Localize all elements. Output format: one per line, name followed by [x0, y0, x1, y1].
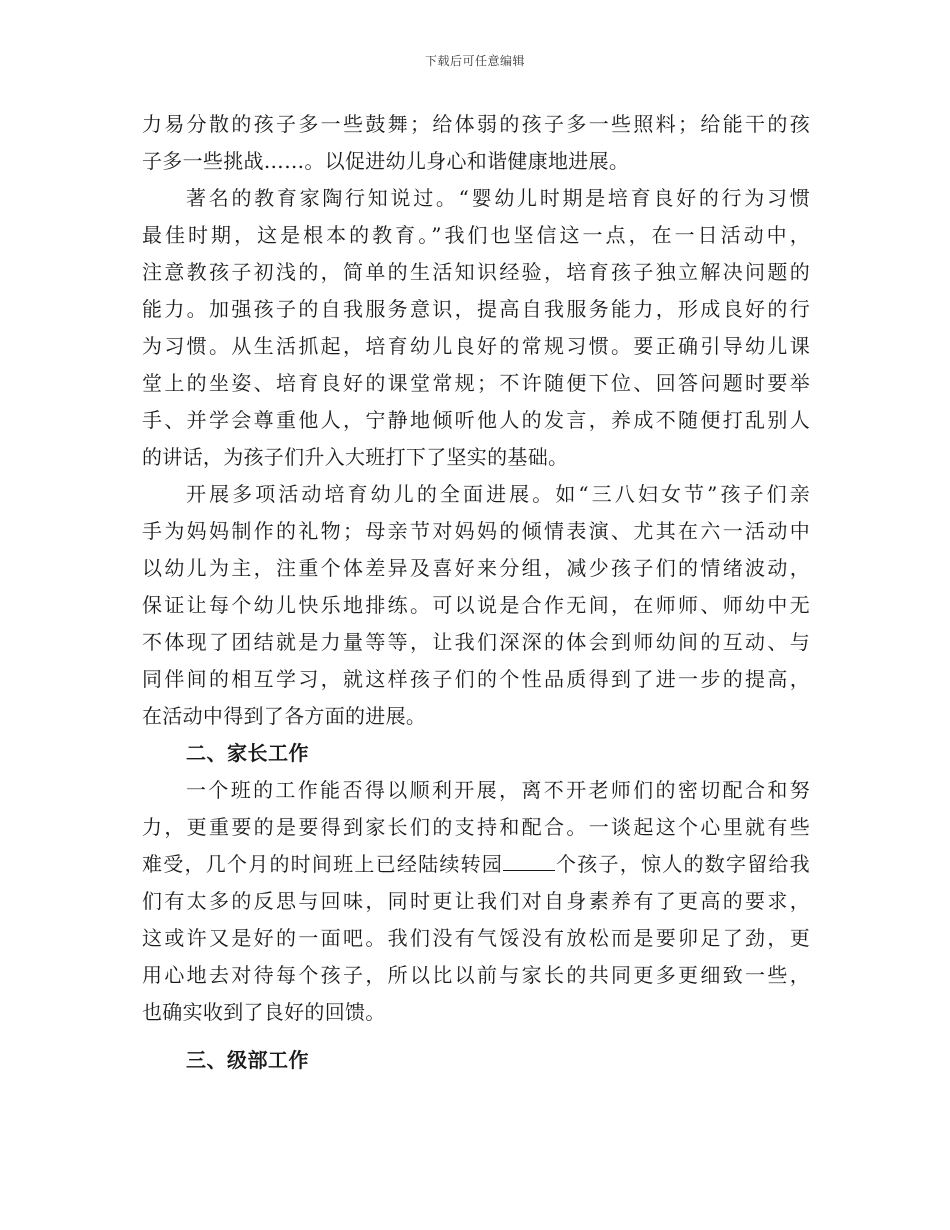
text-line: 也确实收到了良好的回馈。 — [142, 1000, 386, 1024]
text-line: 用心地去对待每个孩子，所以比以前与家长的共同更多更细致一些， — [142, 963, 810, 987]
text-line: 力，更重要的是要得到家长们的支持和配合。一谈起这个心里就有些 — [142, 815, 810, 839]
document-body — [142, 106, 810, 1079]
paragraph — [142, 476, 810, 735]
text-line: 手为妈妈制作的礼物；母亲节对妈妈的倾情表演、尤其在六一活动中 — [142, 519, 810, 543]
text-line: 同伴间的相互学习，就这样孩子们的个性品质得到了进一步的提高， — [142, 667, 810, 691]
paragraph — [142, 772, 810, 1031]
text-line: 们有太多的反思与回味，同时更让我们对自身素养有了更高的要求， — [142, 889, 810, 913]
text-line: 为习惯。从生活抓起，培育幼儿良好的常规习惯。要正确引导幼儿课 — [142, 334, 810, 358]
page-header: 下载后可任意编辑 — [424, 54, 525, 68]
text-line: 以幼儿为主，注重个体差异及喜好来分组，减少孩子们的情绪波动， — [142, 556, 810, 580]
paragraph — [142, 106, 810, 180]
text-line: 这或许又是好的一面吧。我们没有气馁没有放松而是要卯足了劲，更 — [142, 926, 810, 950]
text-line: 注意教孩子初浅的，简单的生活知识经验，培育孩子独立解决问题的 — [142, 260, 810, 284]
paragraph — [142, 180, 810, 476]
section-heading: 三、级部工作 — [186, 1048, 309, 1072]
text-line: 一个班的工作能否得以顺利开展，离不开老师们的密切配合和努 — [186, 778, 810, 802]
text-line — [142, 846, 810, 883]
text-line: 在活动中得到了各方面的进展。 — [142, 704, 427, 728]
text-fragment: 个孩子，惊人的数字留给我 — [555, 852, 810, 876]
spacer — [142, 1031, 810, 1042]
text-line: 的讲话，为孩子们升入大班打下了坚实的基础。 — [142, 445, 569, 469]
fill-in-blank — [503, 850, 555, 871]
text-line: 能力。加强孩子的自我服务意识，提高自我服务能力，形成良好的行 — [142, 297, 810, 321]
text-line: 堂上的坐姿、培育良好的课堂常规；不许随便下位、回答问题时要举 — [142, 371, 810, 395]
text-line: 不体现了团结就是力量等等，让我们深深的体会到师幼间的互动、与 — [142, 630, 810, 654]
text-line: 保证让每个幼儿快乐地排练。可以说是合作无间，在师师、师幼中无 — [142, 593, 810, 617]
text-line: 手、并学会尊重他人，宁静地倾听他人的发言，养成不随便打乱别人 — [142, 408, 810, 432]
text-fragment: 难受，几个月的时间班上已经陆续转园 — [142, 852, 504, 876]
text-line: 开展多项活动培育幼儿的全面进展。如“三八妇女节”孩子们亲 — [186, 482, 810, 506]
text-line: 力易分散的孩子多一些鼓舞；给体弱的孩子多一些照料；给能干的孩 — [142, 112, 810, 136]
text-line: 子多一些挑战……。以促进幼儿身心和谐健康地进展。 — [142, 149, 630, 173]
section-heading: 二、家长工作 — [186, 741, 309, 765]
text-line: 最佳时期，这是根本的教育。”我们也坚信这一点，在一日活动中， — [142, 223, 810, 247]
text-line: 著名的教育家陶行知说过。“婴幼儿时期是培育良好的行为习惯 — [186, 186, 810, 210]
